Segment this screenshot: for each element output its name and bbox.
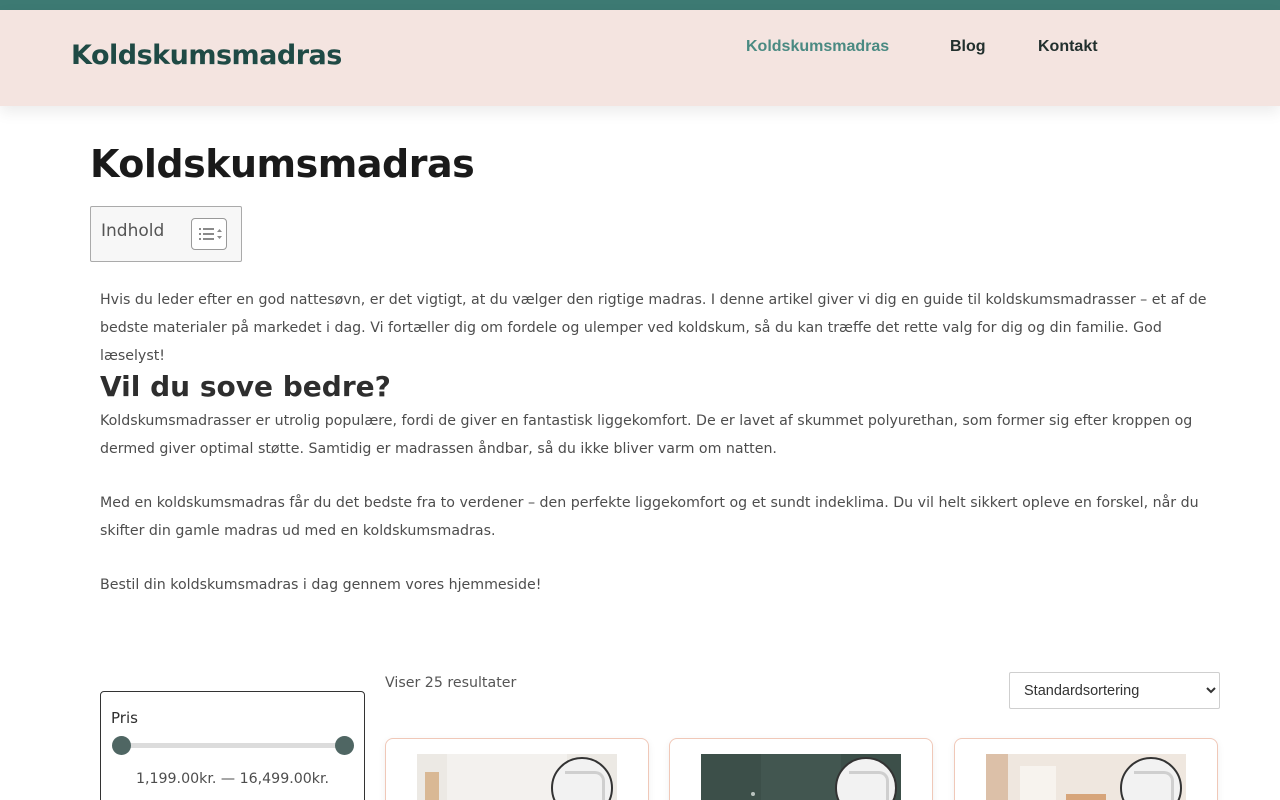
nav-item-blog[interactable]: Blog [950,38,986,55]
nav-item-kontakt[interactable]: Kontakt [1038,38,1098,55]
price-filter-widget [100,691,365,800]
toc-toggle-button[interactable] [191,218,227,250]
top-accent-bar [0,0,1280,10]
body-paragraph-1: Koldskumsmadrasser er utrolig populære, fordi de giver en fantastisk liggekomfort. De er lavet af skummet polyurethan, som former sig efter kroppen og dermed giver optimal støtte. Samtidig er madrassen åndbar, så du ikke bliver varm om natten. [100,413,1193,457]
price-slider-track[interactable] [121,743,345,748]
site-header [0,10,1280,106]
result-count: Viser 25 resultater [385,675,517,691]
list-icon [192,219,226,249]
nav-item-koldskumsmadras[interactable]: Koldskumsmadras [746,38,890,55]
toc-label: Indhold [101,221,165,241]
filter-title: Pris [111,709,138,727]
price-range-label: 1,199.00kr. — 16,499.00kr. [135,771,330,787]
product-card[interactable] [385,738,649,800]
body-paragraph-2: Med en koldskumsmadras får du det bedste fra to verdener – den perfekte liggekomfort og et sundt indeklima. Du vil helt sikkert opleve en forskel, når du skifter din gamle madras ud med en koldskumsmadras. [100,495,1199,539]
body-paragraph-3: Bestil din koldskumsmadras i dag gennem vores hjemmeside! [100,577,542,593]
page-title: Koldskumsmadras [90,142,475,186]
section-heading: Vil du sove bedre? [100,370,391,403]
site-logo[interactable]: Koldskumsmadras [71,40,342,71]
product-card[interactable] [954,738,1218,800]
price-slider-max-handle[interactable] [335,736,354,755]
intro-paragraph: Hvis du leder efter en god nattesøvn, er det vigtigt, at du vælger den rigtige madras. I denne artikel giver vi dig en guide til koldskumsmadrasser – et af de bedste materialer på markedet i dag. Vi fortæller dig om fordele og ulemper ved koldskum, så du kan træffe det rette valg for dig og din familie. God læselyst! [100,292,1207,364]
price-slider-min-handle[interactable] [112,736,131,755]
product-card[interactable] [669,738,933,800]
sort-select[interactable] [1009,672,1220,709]
table-of-contents [90,206,242,262]
